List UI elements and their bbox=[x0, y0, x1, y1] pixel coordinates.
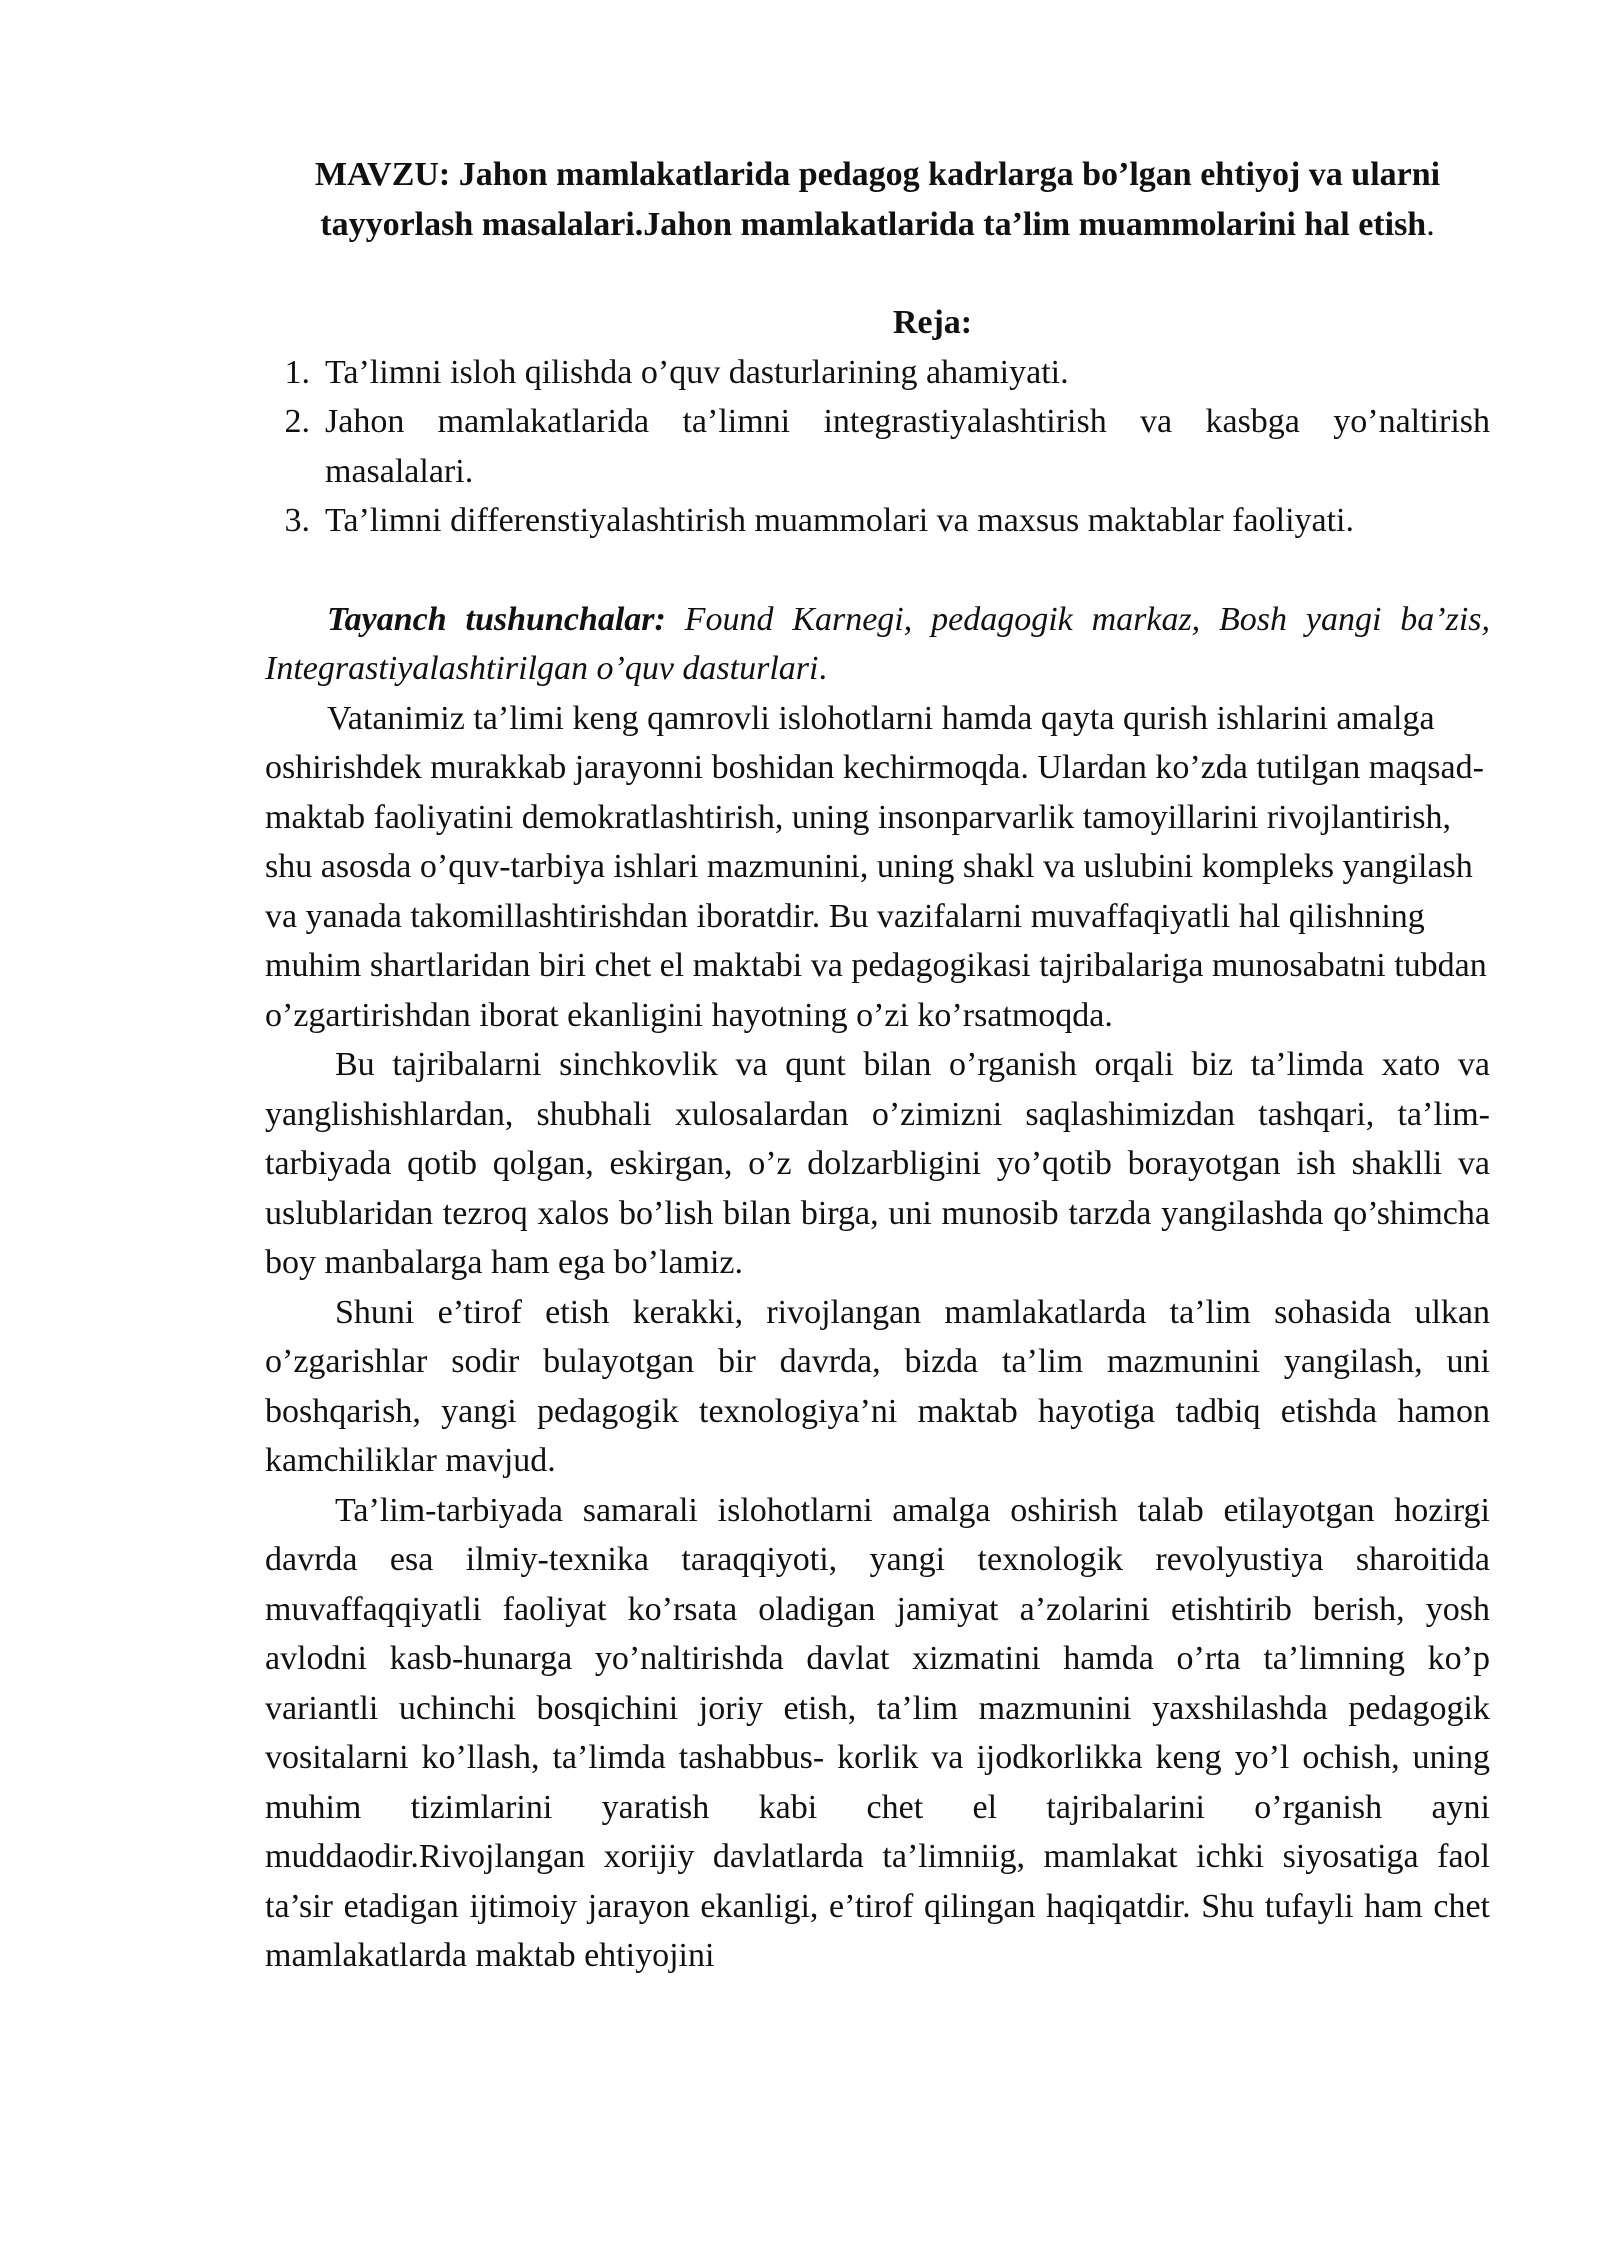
plan-item-text: Ta’limni isloh qilishda o’quv dasturlarining ahamiyati. bbox=[325, 353, 1069, 391]
plan-item-number: 1. bbox=[284, 353, 310, 391]
plan-item-number: 3. bbox=[284, 502, 310, 539]
body-paragraph: Ta’lim-tarbiyada samarali islohotlarni amalga oshirish talab etilayotgan hozirgi davrda esa ilmiy-texnika taraqqiyoti, yangi texnologik revolyustiya sharoitida muvaffaqqiyatli faoliyat ko’rsata oladigan jamiyat a’zolarini etishtirib berish, yosh avlodni kasb-hunarga yo’naltirishda davlat xizmatini hamda o’rta ta’limning ko’p variantli uchinchi bosqichini joriy etish, ta’lim mazmunini yaxshilashda pedagogik vositalarni ko’llash, ta’limda tashabbus- korlik va ijodkorlikka keng yo’l ochish, uning muhim tizimlarini yaratish kabi chet el tajribalarini o’rganish ayni muddaodir.Rivojlangan xorijiy davlatlarda ta’limniig, mamlakat ichki siyosatiga faol ta’sir etadigan ijtimoiy jarayon ekanligi, e’tirof qilingan haqiqatdir. Shu tufayli ham chet mamlakatlarda maktab ehtiyojini bbox=[265, 1491, 1490, 1974]
body-paragraph: Shuni e’tirof etish kerakki, rivojlangan mamlakatlarda ta’lim sohasida ulkan o’zgarishlar sodir bulayotgan bir davrda, bizda ta’lim mazmunini yangilash, uni boshqarish, yangi pedagogik texnologiya’ni maktab hayotiga tadbiq etishda hamon kamchiliklar mavjud. bbox=[265, 1293, 1490, 1479]
document-title bbox=[265, 150, 1490, 249]
key-concepts-label: Tayanch tushunchalar: bbox=[327, 600, 666, 638]
plan-item bbox=[284, 348, 1490, 398]
document-title-text: MAVZU: Jahon mamlakatlarida pedagog kadrlarga bo’lgan ehtiyoj va ularni tayyorlash masalalari.Jahon mamlakatlarida ta’lim muammolarini hal etish bbox=[314, 156, 1441, 243]
key-concepts-period: . bbox=[818, 650, 827, 687]
plan-item-text: Ta’limni differenstiyalashtirish muammolari va maxsus maktablar faoliyati. bbox=[325, 502, 1354, 539]
body-paragraph: Vatanimiz ta’limi keng qamrovli islohotlarni hamda qayta qurish ishlarini amalga oshirishdek murakkab jarayonni boshidan kechirmoqda. Ulardan ko’zda tutilgan maqsad- maktab faoliyatini demokratlashtirish, uning insonparvarlik tamoyillarini rivojlantirish, shu asosda o’quv-tarbiya ishlari mazmunini, uning shakl va uslubini kompleks yangilash va yanada takomillashtirishdan iboratdir. Bu vazifalarni muvaffaqiyatli hal qilishning muhim shartlaridan biri chet el maktabi va pedagogikasi tajribalariga munosabatni tubdan o’zgartirishdan iborat ekanligini hayotning o’zi ko’rsatmoqda. bbox=[265, 699, 1487, 1034]
plan-item bbox=[284, 397, 1490, 496]
document-page bbox=[265, 150, 1490, 1981]
plan-heading: Reja: bbox=[892, 304, 973, 341]
plan-item-text: Jahon mamlakatlarida ta’limni integrastiyalashtirish va kasbga yo’naltirish masalalari. bbox=[325, 403, 1490, 490]
document-title-period: . bbox=[1426, 205, 1435, 243]
body-paragraph: Bu tajribalarni sinchkovlik va qunt bilan o’rganish orqali biz ta’limda xato va yanglishishlardan, shubhali xulosalardan o’zimizni saqlashimizdan tashqari, ta’lim-tarbiyada qotib qolgan, eskirgan, o’z dolzarbligini yo’qotib borayotgan ish shaklli va uslublaridan tezroq xalos bo’lish bilan birga, uni munosib tarzda yangilashda qo’shimcha boy manbalarga ham ega bo’lamiz. bbox=[265, 1046, 1490, 1281]
key-concepts-text: Found Karnegi, pedagogik markaz, Bosh yangi ba’zis, Integrastiyalashtirilgan o’quv dasturlari bbox=[265, 600, 1491, 687]
plan-item bbox=[284, 496, 1490, 546]
plan-item-number: 2. bbox=[284, 403, 310, 440]
key-concepts bbox=[265, 595, 1490, 694]
plan-list bbox=[265, 348, 1490, 546]
